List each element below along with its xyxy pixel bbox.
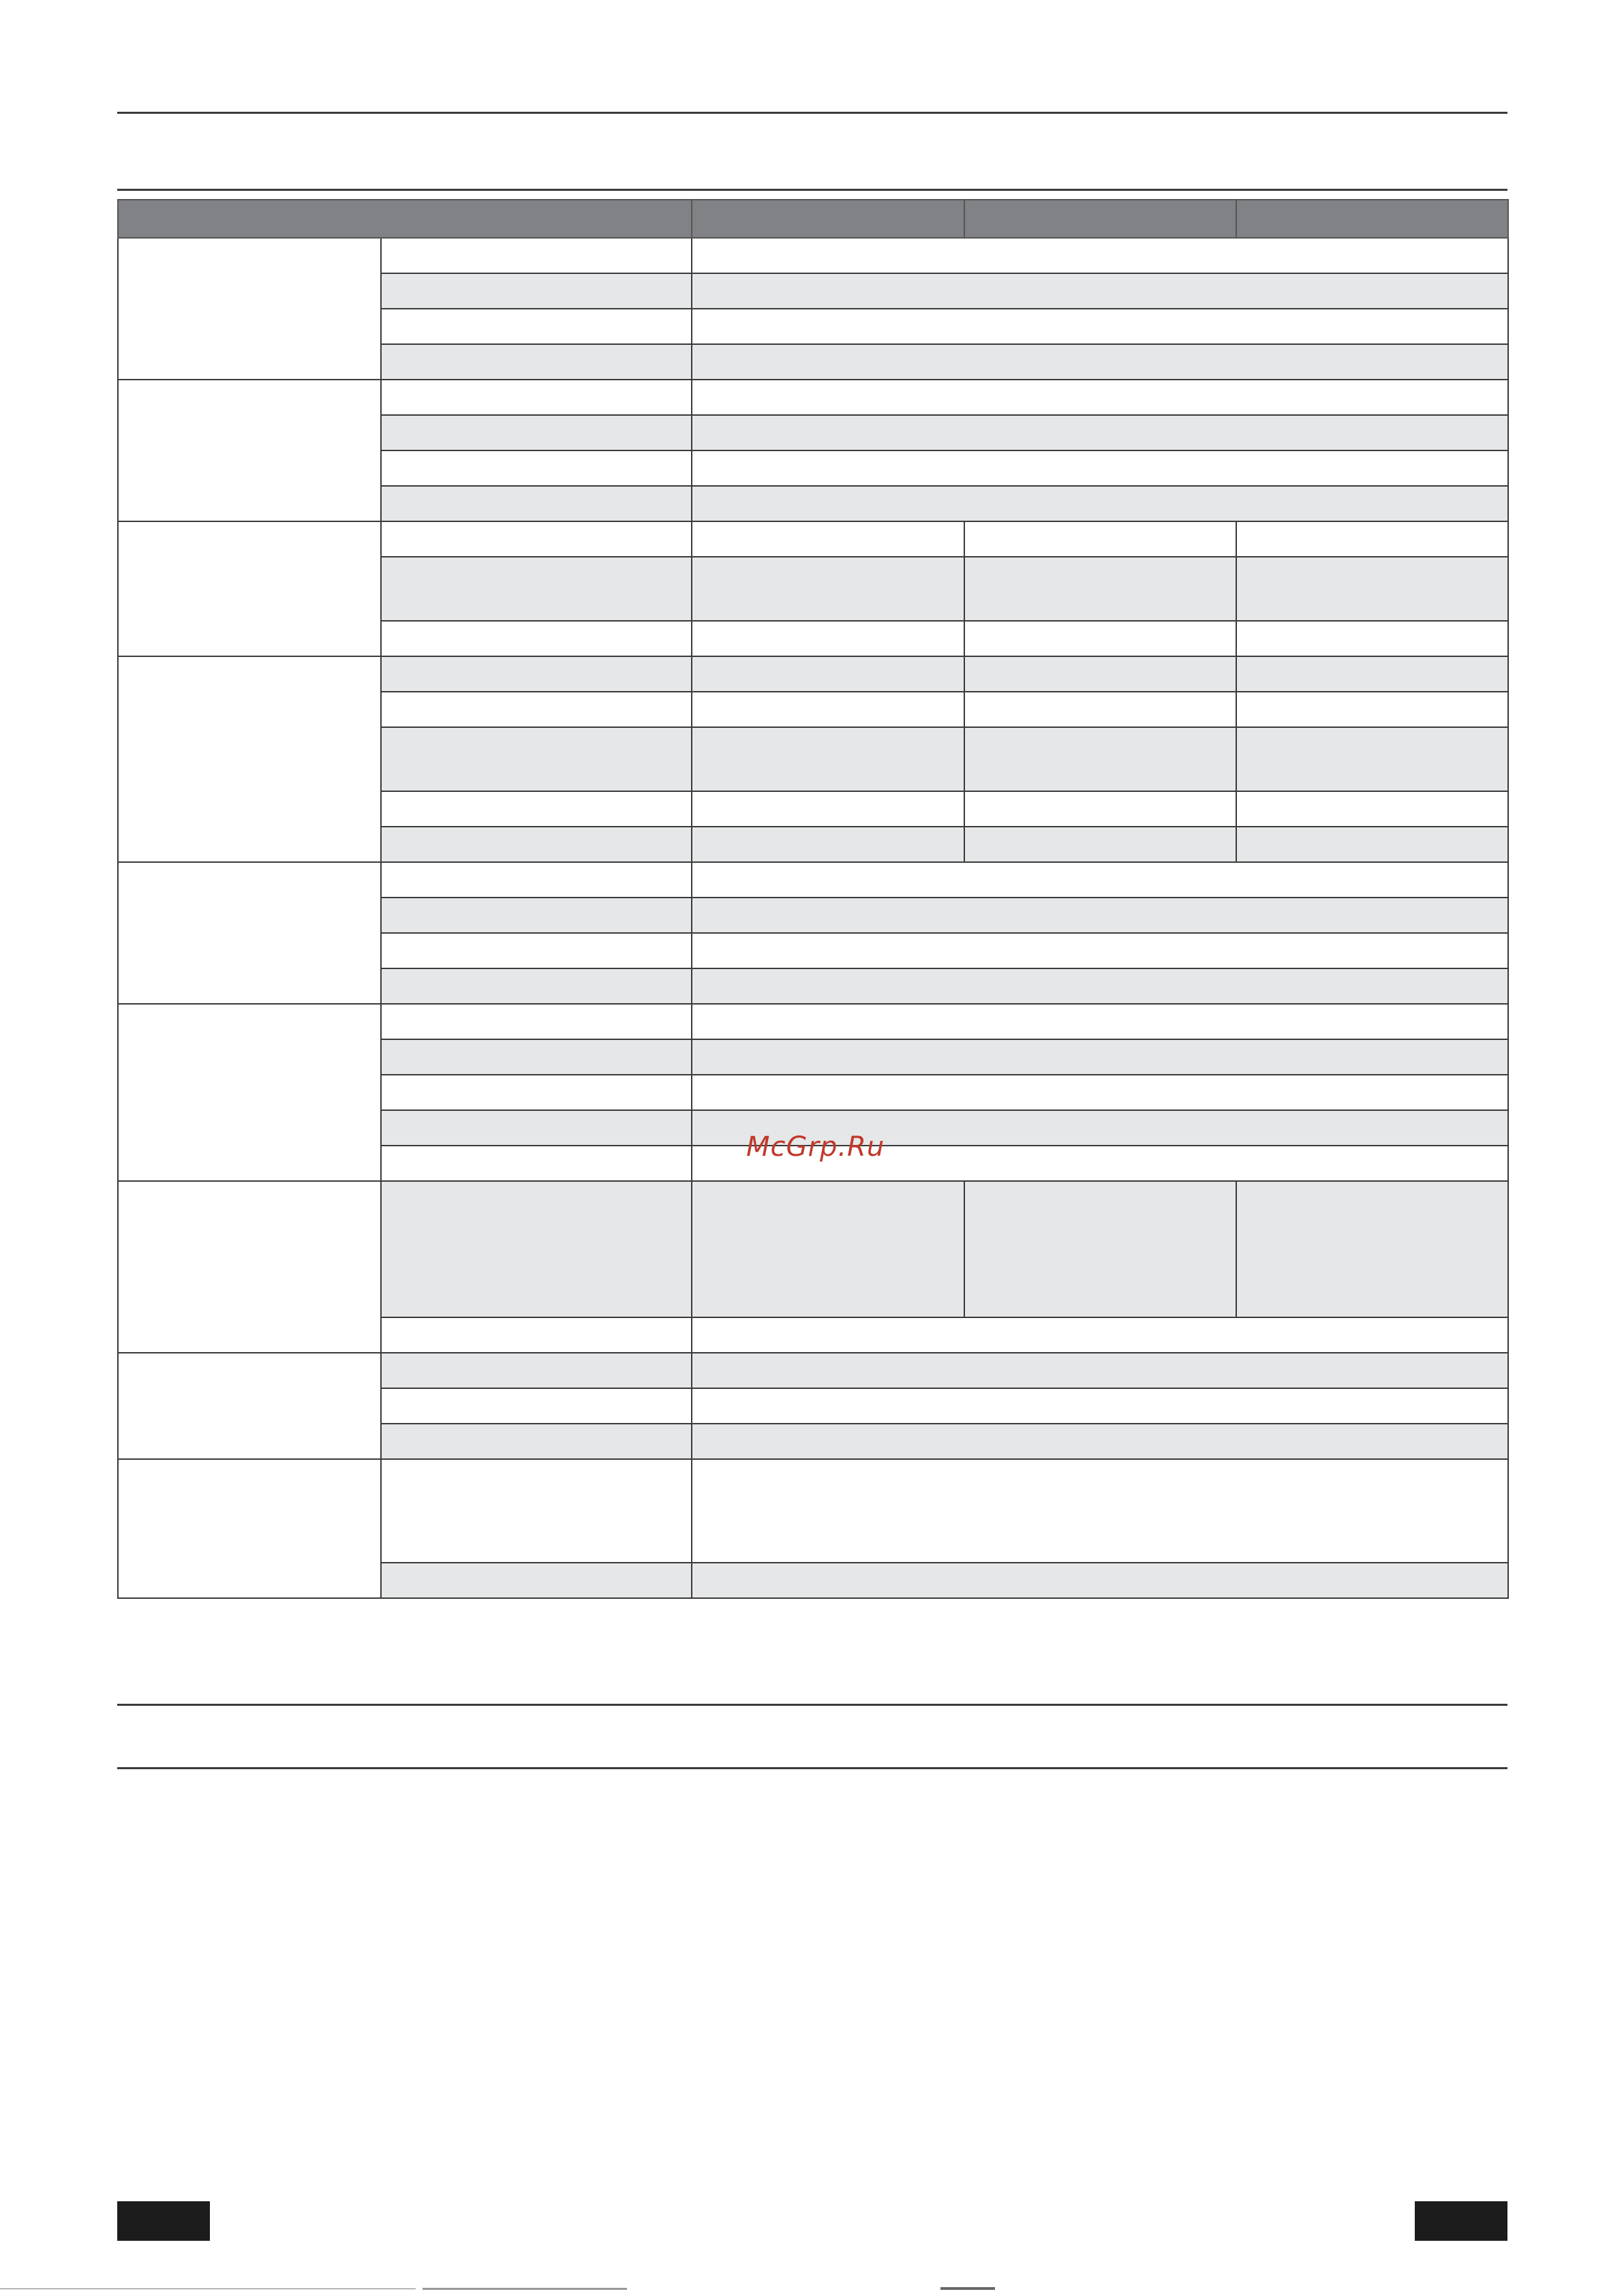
parameter-label-cell: [381, 1353, 692, 1388]
parameter-label-cell: [381, 1563, 692, 1598]
parameter-label-cell: [381, 380, 692, 415]
parameter-label-cell: [381, 521, 692, 557]
table-row: [118, 1353, 1508, 1388]
value-cell-model-1: [692, 791, 964, 827]
parameter-label-cell: [381, 557, 692, 621]
value-cell: [692, 1388, 1508, 1424]
parameter-label-cell: [381, 344, 692, 380]
page-tab-right: [1415, 2201, 1507, 2241]
value-cell: [692, 862, 1508, 898]
parameter-label-cell: [381, 1317, 692, 1353]
value-cell-model-2: [964, 656, 1236, 692]
value-cell: [692, 968, 1508, 1004]
value-cell-model-2: [964, 557, 1236, 621]
parameter-label-cell: [381, 1039, 692, 1075]
value-cell-model-1: [692, 727, 964, 791]
value-cell: [692, 1563, 1508, 1598]
parameter-label-cell: [381, 273, 692, 309]
value-cell-model-3: [1236, 791, 1508, 827]
table-body: [118, 238, 1508, 1598]
value-cell-model-2: [964, 621, 1236, 656]
table-row: [118, 862, 1508, 898]
value-cell-model-2: [964, 692, 1236, 727]
value-cell: [692, 1459, 1508, 1563]
value-cell-model-1: [692, 521, 964, 557]
value-cell: [692, 238, 1508, 273]
value-cell-model-1: [692, 1181, 964, 1317]
value-cell-model-1: [692, 557, 964, 621]
value-cell-model-3: [1236, 521, 1508, 557]
parameter-label-cell: [381, 1459, 692, 1563]
value-cell: [692, 1075, 1508, 1110]
table-row: [118, 238, 1508, 273]
value-cell: [692, 273, 1508, 309]
parameter-label-cell: [381, 1181, 692, 1317]
parameter-label-cell: [381, 898, 692, 933]
value-cell-model-2: [964, 727, 1236, 791]
value-cell: [692, 1317, 1508, 1353]
parameter-label-cell: [381, 933, 692, 968]
group-label-cell: [118, 656, 381, 862]
group-label-cell: [118, 380, 381, 521]
value-cell-model-3: [1236, 656, 1508, 692]
value-cell-model-3: [1236, 621, 1508, 656]
parameter-label-cell: [381, 1146, 692, 1181]
parameter-label-cell: [381, 862, 692, 898]
value-cell: [692, 1353, 1508, 1388]
value-cell-model-3: [1236, 1181, 1508, 1317]
table-row: [118, 521, 1508, 557]
header-cell-model-1: [692, 200, 964, 238]
parameter-label-cell: [381, 621, 692, 656]
value-cell-model-2: [964, 827, 1236, 862]
value-cell: [692, 415, 1508, 450]
group-label-cell: [118, 1004, 381, 1181]
parameter-label-cell: [381, 1424, 692, 1459]
value-cell-model-2: [964, 791, 1236, 827]
value-cell: [692, 380, 1508, 415]
value-cell: [692, 309, 1508, 344]
table-row: [118, 380, 1508, 415]
value-cell: [692, 1004, 1508, 1039]
value-cell: [692, 898, 1508, 933]
scan-artifact: [0, 2287, 1624, 2291]
header-cell-model-2: [964, 200, 1236, 238]
parameter-label-cell: [381, 238, 692, 273]
parameter-label-cell: [381, 727, 692, 791]
group-label-cell: [118, 1353, 381, 1459]
value-cell-model-3: [1236, 692, 1508, 727]
header-cell-model-3: [1236, 200, 1508, 238]
parameter-label-cell: [381, 791, 692, 827]
parameter-label-cell: [381, 656, 692, 692]
bottom-rule-1: [117, 1704, 1507, 1706]
parameter-label-cell: [381, 450, 692, 486]
group-label-cell: [118, 862, 381, 1004]
value-cell-model-2: [964, 521, 1236, 557]
parameter-label-cell: [381, 1004, 692, 1039]
value-cell-model-1: [692, 692, 964, 727]
parameter-label-cell: [381, 1388, 692, 1424]
table-row: [118, 656, 1508, 692]
parameter-label-cell: [381, 486, 692, 521]
value-cell: [692, 486, 1508, 521]
group-label-cell: [118, 1181, 381, 1353]
value-cell-model-2: [964, 1181, 1236, 1317]
value-cell: [692, 933, 1508, 968]
watermark: McGrp.Ru: [746, 1131, 885, 1163]
table-row: [118, 1181, 1508, 1317]
parameter-label-cell: [381, 692, 692, 727]
parameter-label-cell: [381, 1075, 692, 1110]
table-top-rule: [117, 189, 1507, 191]
group-label-cell: [118, 521, 381, 656]
value-cell: [692, 344, 1508, 380]
value-cell-model-3: [1236, 557, 1508, 621]
parameter-label-cell: [381, 968, 692, 1004]
parameter-label-cell: [381, 827, 692, 862]
top-rule: [117, 112, 1507, 114]
value-cell-model-1: [692, 827, 964, 862]
parameter-label-cell: [381, 1110, 692, 1146]
value-cell: [692, 1039, 1508, 1075]
value-cell-model-1: [692, 656, 964, 692]
parameter-label-cell: [381, 415, 692, 450]
table-row: [118, 1004, 1508, 1039]
parameter-label-cell: [381, 309, 692, 344]
table-row: [118, 1459, 1508, 1563]
spec-table: [117, 199, 1509, 1599]
header-cell-label: [118, 200, 692, 238]
group-label-cell: [118, 1459, 381, 1598]
bottom-rule-2: [117, 1767, 1507, 1769]
table-header-row: [118, 200, 1508, 238]
value-cell: [692, 1424, 1508, 1459]
value-cell: [692, 450, 1508, 486]
value-cell-model-3: [1236, 727, 1508, 791]
value-cell-model-3: [1236, 827, 1508, 862]
group-label-cell: [118, 238, 381, 380]
page-tab-left: [117, 2201, 210, 2241]
value-cell-model-1: [692, 621, 964, 656]
